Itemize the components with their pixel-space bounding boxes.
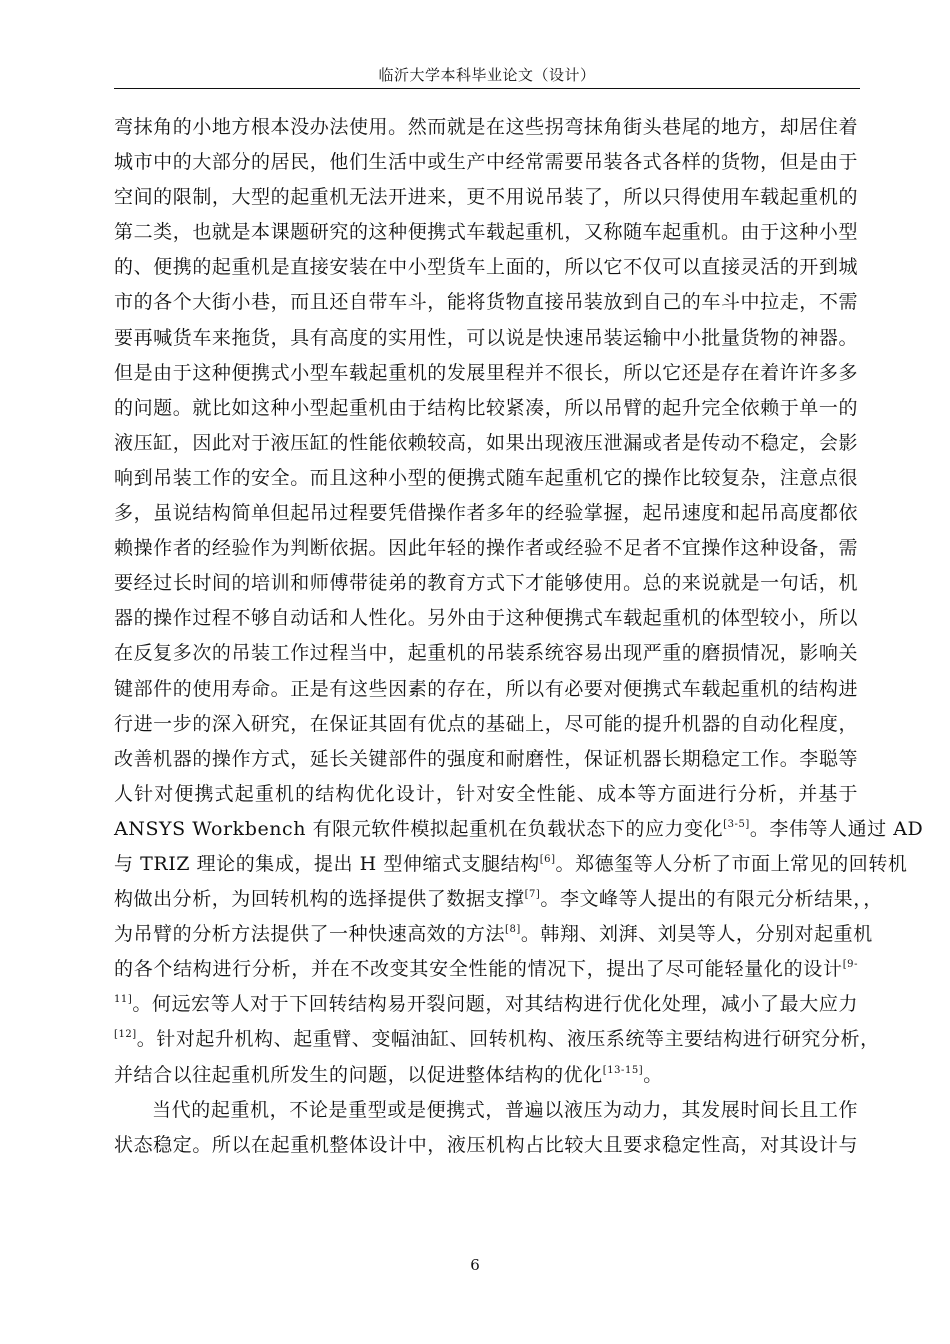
line-text: 赖操作者的经验作为判断依据。因此年轻的操作者或经验不足者不宜操作这种设备，需	[114, 537, 858, 560]
page-number: 6	[470, 1256, 480, 1274]
line-text: 人针对便携式起重机的结构优化设计，针对安全性能、成本等方面进行分析，并基于	[114, 782, 858, 805]
line-text: 改善机器的操作方式，延长关键部件的强度和耐磨性，保证机器长期稳定工作。李聪等	[114, 747, 858, 770]
line-text: 与 TRIZ 理论的集成，提出 H 型伸缩式支腿结构	[114, 852, 540, 875]
citation-ref: [3-5]	[723, 818, 750, 830]
line-text: 要再喊货车来拖货，具有高度的实用性，可以说是快速吊装运输中小批量货物的神器。	[114, 326, 858, 349]
text-line	[114, 180, 858, 215]
text-line	[114, 742, 858, 777]
text-line	[114, 250, 858, 285]
citation-ref: 11]	[114, 994, 133, 1006]
text-line	[114, 461, 858, 496]
line-text-tail: 。李文峰等人提出的有限元分析结果，，	[540, 888, 883, 911]
text-line	[114, 601, 858, 636]
line-text: 状态稳定。所以在起重机整体设计中，液压机构占比较大且要求稳定性高，对其设计与	[114, 1133, 858, 1156]
text-line	[114, 145, 858, 180]
line-text-tail: 。郑德玺等人分析了市面上常见的回转机	[555, 852, 908, 875]
text-line	[114, 882, 883, 917]
line-text: 城市中的大部分的居民，他们生活中或生产中经常需要吊装各式各样的货物，但是由于	[114, 151, 858, 174]
line-text-tail: 。	[643, 1063, 663, 1086]
line-text: 的各个结构进行分析，并在不改变其安全性能的情况下，提出了尽可能轻量化的设计	[114, 958, 843, 981]
header-rule	[114, 88, 860, 89]
citation-ref: [13-15]	[602, 1064, 644, 1076]
text-line	[114, 987, 858, 1022]
line-text: 但是由于这种便携式小型车载起重机的发展里程并不很长，所以它还是存在着许许多多	[114, 361, 858, 384]
text-line	[114, 1128, 858, 1163]
line-text: 键部件的使用寿命。正是有这些因素的存在，所以有必要对便携式车载起重机的结构进	[114, 677, 858, 700]
text-line	[114, 707, 858, 742]
text-line	[114, 847, 908, 882]
text-line	[114, 391, 858, 426]
line-text: 液压缸，因此对于液压缸的性能依赖较高，如果出现液压泄漏或者是传动不稳定，会影	[114, 431, 858, 454]
citation-ref: [9-	[842, 959, 858, 971]
text-line	[114, 1093, 858, 1128]
line-text: ANSYS Workbench 有限元软件模拟起重机在负载状态下的应力变化	[114, 817, 724, 840]
line-text: 市的各个大街小巷，而且还自带车斗，能将货物直接吊装放到自己的车斗中拉走，不需	[114, 291, 858, 314]
line-text: 第二类，也就是本课题研究的这种便携式车载起重机，又称随车起重机。由于这种小型	[114, 221, 858, 244]
line-text: 响到吊装工作的安全。而且这种小型的便携式随车起重机它的操作比较复杂，注意点很	[114, 466, 858, 489]
citation-ref: [7]	[524, 889, 541, 901]
line-text: 要经过长时间的培训和师傅带徒弟的教育方式下才能够使用。总的来说就是一句话，机	[114, 572, 858, 595]
text-line	[114, 636, 858, 671]
running-header: 临沂大学本科毕业论文（设计）	[378, 66, 596, 84]
text-line	[114, 1058, 858, 1093]
text-line	[114, 566, 858, 601]
line-text-tail: 。李伟等人通过 AD	[749, 817, 924, 840]
line-text: 在反复多次的吊装工作过程当中，起重机的吊装系统容易出现严重的磨损情况，影响关	[114, 642, 858, 665]
line-text: 多，虽说结构简单但起吊过程要凭借操作者多年的经验掌握，起吊速度和起吊高度都依	[114, 502, 858, 525]
line-text-tail: 。针对起升机构、起重臂、变幅油缸、回转机构、液压系统等主要结构进行研究分析，	[136, 1028, 880, 1051]
line-text: 构做出分析，为回转机构的选择提供了数据支撑	[114, 888, 525, 911]
text-line	[114, 496, 858, 531]
text-line	[114, 777, 858, 812]
citation-ref: [8]	[505, 924, 521, 936]
text-line	[114, 356, 858, 391]
line-text-tail: 。何远宏等人对于下回转结构易开裂问题，对其结构进行优化处理，减小了最大应力	[132, 993, 858, 1016]
text-line	[114, 812, 924, 847]
text-line	[114, 285, 858, 320]
line-text: 当代的起重机，不论是重型或是便携式，普遍以液压为动力，其发展时间长且工作	[152, 1098, 858, 1121]
text-line	[114, 321, 858, 356]
text-line	[114, 917, 873, 952]
body-text	[114, 110, 924, 1163]
line-text-tail: 。韩翔、刘湃、刘昊等人，分别对起重机	[520, 923, 873, 946]
text-line	[114, 110, 858, 145]
citation-ref: [12]	[114, 1029, 137, 1041]
text-line	[114, 952, 858, 987]
line-text: 空间的限制，大型的起重机无法开进来，更不用说吊装了，所以只得使用车载起重机的	[114, 186, 858, 209]
line-text: 器的操作过程不够自动话和人性化。另外由于这种便携式车载起重机的体型较小，所以	[114, 607, 858, 630]
text-line	[114, 215, 858, 250]
line-text: 行进一步的深入研究，在保证其固有优点的基础上，尽可能的提升机器的自动化程度，	[114, 712, 858, 735]
line-text: 并结合以往起重机所发生的问题，以促进整体结构的优化	[114, 1063, 603, 1086]
text-line	[114, 672, 858, 707]
line-text: 的、便携的起重机是直接安装在中小型货车上面的，所以它不仅可以直接灵活的开到城	[114, 256, 858, 279]
line-text: 的问题。就比如这种小型起重机由于结构比较紧凑，所以吊臂的起升完全依赖于单一的	[114, 396, 858, 419]
citation-ref: [6]	[539, 853, 556, 865]
text-line	[114, 426, 858, 461]
text-line	[114, 1022, 880, 1057]
line-text: 为吊臂的分析方法提供了一种快速高效的方法	[114, 923, 506, 946]
line-text: 弯抹角的小地方根本没办法使用。然而就是在这些拐弯抹角街头巷尾的地方，却居住着	[114, 116, 858, 138]
text-line	[114, 531, 858, 566]
